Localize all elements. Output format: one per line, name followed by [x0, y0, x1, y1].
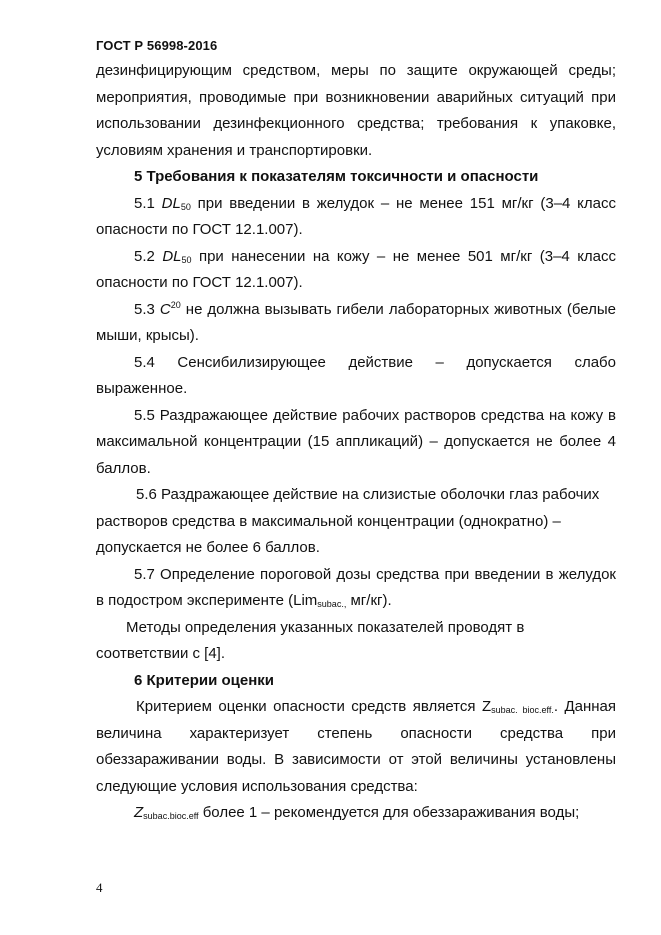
section-5-heading: 5 Требования к показателям токсичности и опасности	[134, 168, 539, 185]
clause-text: 5.7 Определение пороговой дозы средства при введении в желудок в подостром эксперименте (Lim	[96, 565, 616, 609]
clause-number: 5.3	[134, 300, 155, 318]
paragraph-5-2	[96, 244, 616, 297]
document-header: ГОСТ Р 56998-2016	[96, 38, 218, 53]
z-subscript: subac.bioc.eff	[143, 811, 199, 821]
document-body	[96, 58, 616, 827]
clause-text: не должна вызывать гибели лабораторных животных (белые мыши, крысы).	[96, 300, 616, 344]
paragraph-continuation: дезинфицирующим средством, меры по защите окружающей среды; мероприятия, проводимые при возникновении аварийных ситуаций при использовании дезинфекционного средства; требования к упаковке, условиям хранения и транспортировки.	[96, 62, 616, 159]
dl-subscript: 50	[181, 254, 192, 265]
clause-text: Критерием оценки опасности средств является Z	[136, 698, 492, 715]
paragraph-5-1	[96, 191, 616, 244]
paragraph-6-1	[96, 694, 616, 800]
dl-symbol: DL	[162, 247, 182, 265]
clause-number: 5.2	[134, 247, 155, 265]
section-6-heading: 6 Критерии оценки	[134, 671, 275, 689]
page-number: 4	[96, 880, 103, 895]
clause-number: 5.1	[134, 194, 155, 212]
paragraph-5-6: 5.6 Раздражающее действие на слизистые оболочки глаз рабочих растворов средства в максимальной концентрации (однократно) – допускается не более 6 баллов.	[96, 486, 600, 556]
lim-subscript: subac.,	[317, 599, 347, 609]
clause-text: более 1 – рекомендуется для обеззараживания воды;	[198, 804, 580, 821]
c-symbol: C	[159, 300, 171, 318]
clause-end: мг/кг).	[346, 592, 392, 609]
paragraph-5-5: 5.5 Раздражающее действие рабочих растворов средства на кожу в максимальной концентрации (15 аппликаций) – допускается не более 4 баллов.	[96, 406, 616, 477]
paragraph-5-7	[96, 562, 616, 615]
c-superscript: 20	[170, 299, 181, 310]
paragraph-5-4: 5.4 Сенсибилизирующее действие – допускается слабо выраженное.	[96, 353, 616, 397]
paragraph-5-3	[96, 297, 616, 350]
clause-text: при введении в желудок – не менее 151 мг/кг (3–4 класс опасности по ГОСТ 12.1.007).	[96, 194, 617, 238]
z-symbol: Z	[134, 804, 144, 821]
z-subscript: subac. bioc.eff.	[491, 705, 554, 715]
clause-text: при нанесении на кожу – не менее 501 мг/кг (3–4 класс опасности по ГОСТ 12.1.007).	[96, 247, 617, 291]
paragraph-6-2	[96, 800, 616, 827]
clause-end: . Данная величина характеризует степень опасности средства при обеззараживании воды. В зависимости от этой величины установлены следующие условия использования средства:	[96, 698, 616, 795]
paragraph-methods: Методы определения указанных показателей проводят в соответствии с [4].	[96, 618, 525, 662]
dl-subscript: 50	[180, 201, 191, 212]
dl-symbol: DL	[161, 194, 181, 212]
